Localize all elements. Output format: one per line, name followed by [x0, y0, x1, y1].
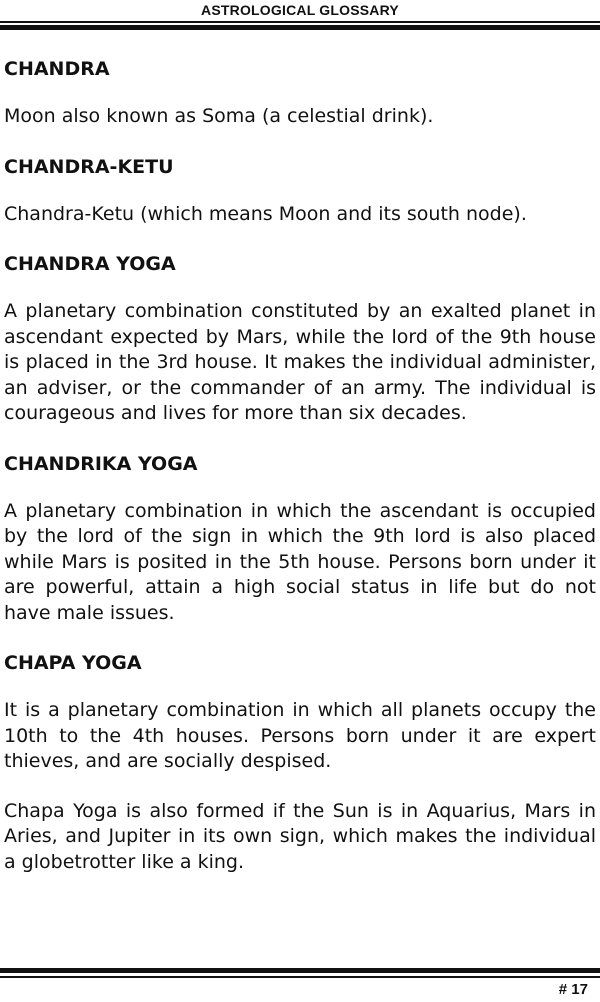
- running-header: ASTROLOGICAL GLOSSARY: [201, 2, 399, 18]
- entry-definition: Chandra-Ketu (which means Moon and its south node).: [4, 202, 527, 225]
- entry-term: CHANDRA-KETU: [4, 155, 174, 178]
- entry-definition: A planetary combination constituted by an exalted planet in ascendant expected by Mars, while the lord of the 9th house is placed in the 3rd house. It makes the individual administer, an adviser, or the commander of an army. The individual is courageous and lives for more than six decades.: [4, 300, 596, 424]
- entry-term: CHANDRA: [4, 58, 110, 80]
- entry-definition: Moon also known as Soma (a celestial drink).: [4, 105, 434, 127]
- glossary-entry-chandra: [4, 56, 596, 130]
- footer-rule-thin: [0, 976, 600, 978]
- entry-definition: It is a planetary combination in which all planets occupy the 10th to the 4th houses. Persons born under it are expert thieves, and are socially despised.: [4, 699, 596, 772]
- header-rule-thin: [0, 21, 600, 23]
- glossary-entry-chapa-yoga: [4, 650, 596, 875]
- entry-term: CHANDRA YOGA: [4, 253, 176, 275]
- glossary-content: [4, 56, 596, 875]
- glossary-entry-chandra-yoga: [4, 251, 596, 427]
- entry-term: CHANDRIKA YOGA: [4, 452, 198, 475]
- entry-term: CHAPA YOGA: [4, 652, 142, 674]
- footer-rule-thick: [0, 968, 600, 973]
- entry-definition: Chapa Yoga is also formed if the Sun is in Aquarius, Mars in Aries, and Jupiter in its own sign, which makes the individual a globetrotter like a king.: [4, 799, 596, 873]
- entry-definition: A planetary combination in which the ascendant is occupied by the lord of the sign in which the 9th lord is also placed while Mars is posited in the 5th house. Persons born under it are powerful, attain a high social status in life but do not have male issues.: [4, 499, 596, 624]
- glossary-entry-chandra-ketu: [4, 154, 596, 228]
- header-rule-thick: [0, 25, 600, 30]
- page-number: # 17: [558, 981, 588, 998]
- glossary-entry-chandrika-yoga: [4, 451, 596, 627]
